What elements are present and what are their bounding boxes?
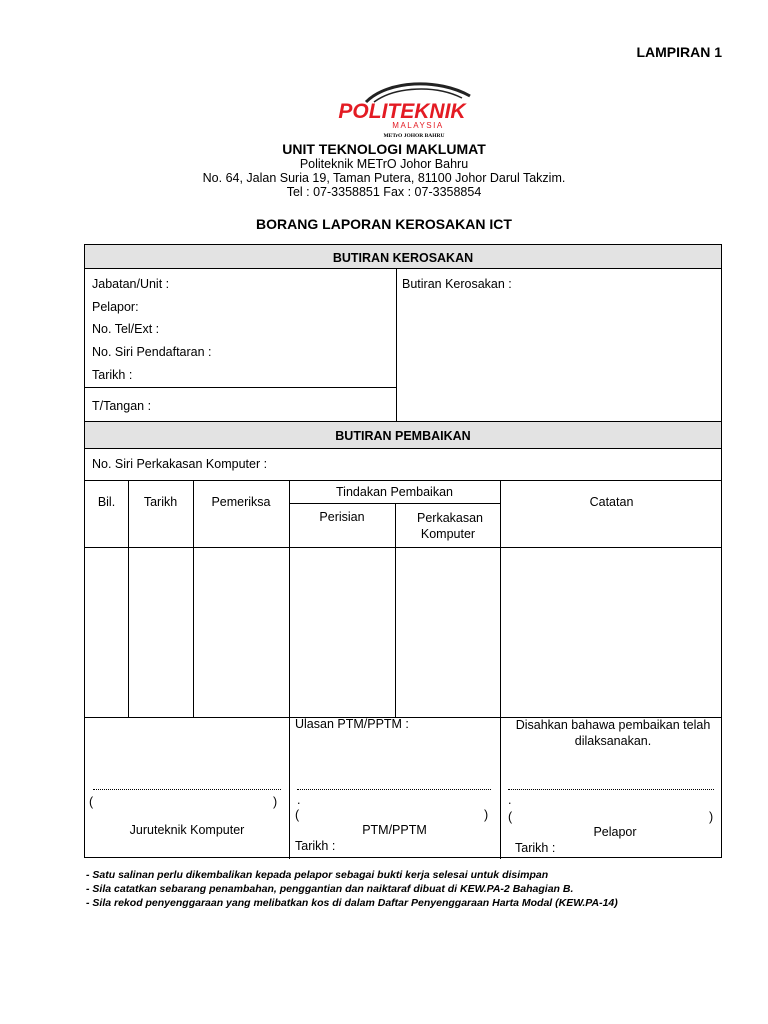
- paren-close-juruteknik: ): [273, 795, 278, 809]
- field-pelapor[interactable]: Pelapor:: [92, 300, 139, 314]
- signature-line-ptm[interactable]: [297, 789, 491, 790]
- label-juruteknik: Juruteknik Komputer: [129, 823, 245, 837]
- paren-open-juruteknik: (: [89, 795, 94, 809]
- label-ptm: PTM/PPTM: [362, 823, 427, 837]
- footnotes: [86, 868, 618, 910]
- logo-campus: METrO JOHOR BAHRU: [383, 133, 445, 139]
- logo-country: MALAYSIA: [392, 121, 444, 130]
- paren-close-ptm: ): [484, 808, 489, 822]
- dot-pelapor: .: [508, 793, 512, 807]
- col-tarikh: Tarikh: [143, 495, 178, 509]
- col-pemeriksa: Pemeriksa: [211, 495, 271, 509]
- logo-brand: POLITEKNIK: [338, 100, 466, 123]
- signature-line-juruteknik[interactable]: [93, 789, 281, 790]
- col-perkakasan-komputer: Perkakasan Komputer: [417, 511, 484, 541]
- field-no-siri-pendaftaran[interactable]: No. Siri Pendaftaran :: [92, 345, 212, 359]
- field-tandatangan[interactable]: T/Tangan :: [92, 399, 152, 413]
- paren-open-pelapor: (: [508, 810, 513, 824]
- col-tindakan-pembaikan: Tindakan Pembaikan: [336, 485, 453, 499]
- field-no-siri-perkakasan[interactable]: No. Siri Perkakasan Komputer :: [92, 457, 268, 471]
- report-form: [84, 244, 722, 858]
- note-2: - Sila catatkan sebarang penambahan, penggantian dan naiktaraf dibuat di KEW.PA-2 Bahagian B.: [86, 883, 574, 895]
- institution-name: Politeknik METrO Johor Bahru: [299, 157, 469, 171]
- text-disahkan: Disahkan bahawa pembaikan telah dilaksanakan.: [515, 718, 711, 748]
- politeknik-logo: [318, 82, 488, 140]
- col-bil: Bil.: [97, 495, 116, 509]
- field-tarikh-ptm[interactable]: Tarikh :: [295, 839, 336, 853]
- field-jabatan[interactable]: Jabatan/Unit :: [92, 277, 170, 291]
- section-heading-pembaikan: BUTIRAN PEMBAIKAN: [85, 421, 721, 449]
- note-1: - Satu salinan perlu dikembalikan kepada pelapor sebagai bukti kerja selesai untuk disimpan: [86, 869, 549, 881]
- institution-contact: Tel : 07-3358851 Fax : 07-3358854: [286, 185, 482, 199]
- label-pelapor: Pelapor: [593, 825, 637, 839]
- paren-close-pelapor: ): [709, 810, 714, 824]
- attachment-label: LAMPIRAN 1: [636, 44, 722, 60]
- field-tarikh-pelapor[interactable]: Tarikh :: [515, 841, 556, 855]
- dot-ptm: .: [297, 793, 301, 807]
- section-heading-kerosakan: BUTIRAN KEROSAKAN: [85, 245, 721, 269]
- col-catatan: Catatan: [589, 495, 634, 509]
- form-title: BORANG LAPORAN KEROSAKAN ICT: [256, 216, 512, 232]
- note-3: - Sila rekod penyenggaraan yang melibatkan kos di dalam Daftar Penyenggaraan Harta Modal (KEW.PA-14): [86, 897, 618, 909]
- signature-line-pelapor[interactable]: [508, 789, 714, 790]
- field-tarikh[interactable]: Tarikh :: [92, 368, 133, 382]
- field-tel[interactable]: No. Tel/Ext :: [92, 322, 160, 336]
- col-perisian: Perisian: [319, 510, 365, 524]
- field-butiran-kerosakan[interactable]: Butiran Kerosakan :: [402, 277, 512, 291]
- unit-title: UNIT TEKNOLOGI MAKLUMAT: [282, 141, 486, 157]
- institution-address: No. 64, Jalan Suria 19, Taman Putera, 81100 Johor Darul Takzim.: [202, 171, 566, 185]
- paren-open-ptm: (: [295, 808, 300, 822]
- field-ulasan-ptm[interactable]: Ulasan PTM/PPTM :: [295, 717, 409, 731]
- logo-swoosh-icon: [318, 82, 488, 140]
